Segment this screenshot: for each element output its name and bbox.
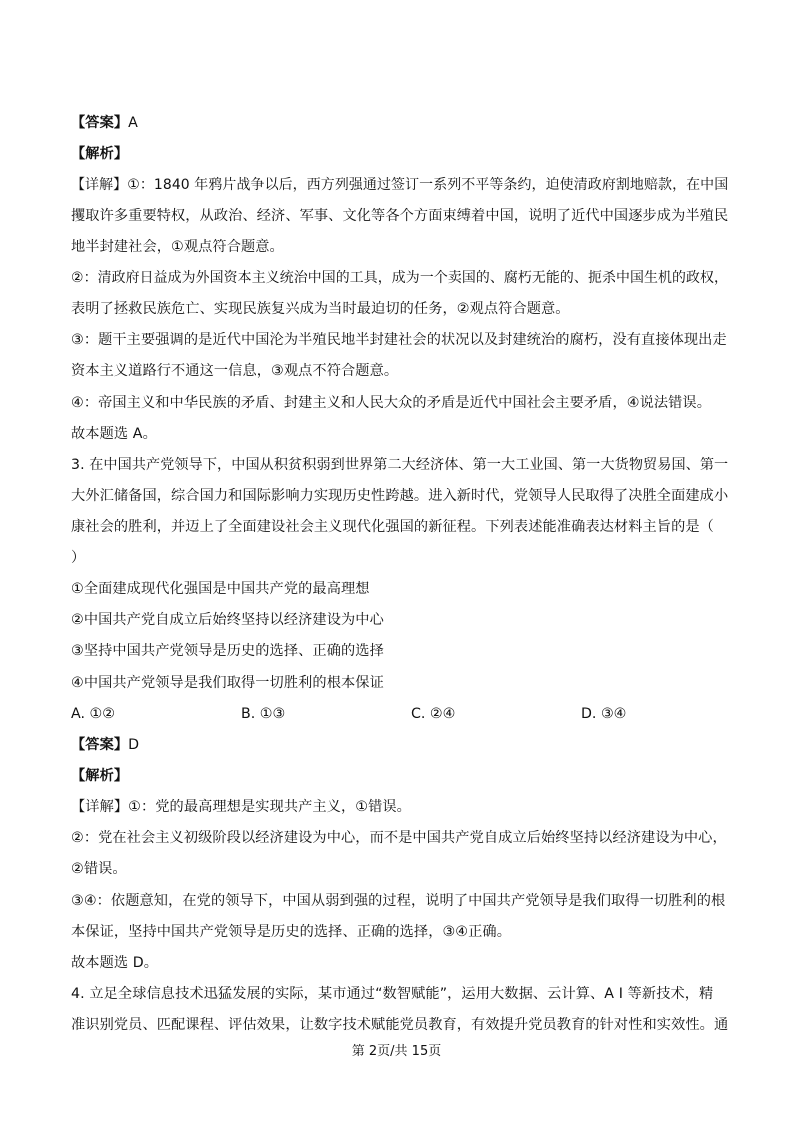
answer-tag: 【答案】 bbox=[71, 737, 129, 753]
question-stem-line: 4. 立足全球信息技术迅猛发展的实际，某市通过“数智赋能”，运用大数据、云计算、A I 等新技术，精 bbox=[71, 986, 714, 1002]
statement-item: ③坚持中国共产党领导是历史的选择、正确的选择 bbox=[71, 643, 384, 659]
option-d: D. ③④ bbox=[581, 706, 627, 722]
detail-text: ①：党的最高理想是实现共产主义，①错误。 bbox=[128, 799, 411, 815]
statement-item: ④中国共产党领导是我们取得一切胜利的根本保证 bbox=[71, 675, 384, 691]
option-a: A. ①② bbox=[71, 706, 115, 722]
statement-item: ②中国共产党自成立后始终坚持以经济建设为中心 bbox=[71, 612, 384, 628]
answer-tag: 【答案】 bbox=[71, 115, 129, 131]
answer-line bbox=[71, 735, 139, 755]
detail-line: ③：题干主要强调的是近代中国沦为半殖民地半封建社会的状况以及封建统治的腐朽，没有直接体现出走 bbox=[71, 332, 727, 348]
option-b: B. ①③ bbox=[241, 706, 286, 722]
detail-line: 表明了拯救民族危亡、实现民族复兴成为当时最迫切的任务，②观点符合题意。 bbox=[71, 301, 570, 317]
question-stem-line: ） bbox=[71, 550, 86, 566]
detail-line: 本保证，坚持中国共产党领导是历史的选择、正确的选择，③④正确。 bbox=[71, 924, 511, 940]
analysis-tag: 【解析】 bbox=[71, 146, 129, 162]
option-c: C. ②④ bbox=[411, 706, 456, 722]
detail-line: 地半封建社会，①观点符合题意。 bbox=[71, 239, 284, 255]
conclusion-line: 故本题选 D。 bbox=[71, 955, 159, 971]
detail-text: ①：1840 年鸦片战争以后，西方列强通过签订一系列不平等条约，迫使清政府割地赔款，在中国 bbox=[127, 177, 729, 193]
analysis-tag: 【解析】 bbox=[71, 768, 129, 784]
detail-tag: 【详解】 bbox=[71, 799, 129, 815]
detail-line: 资本主义道路行不通这一信息，③观点不符合题意。 bbox=[71, 363, 399, 379]
conclusion-line: 故本题选 A。 bbox=[71, 426, 157, 442]
statement-item: ①全面建成现代化强国是中国共产党的最高理想 bbox=[71, 581, 370, 597]
question-stem-line: 康社会的胜利，并迈上了全面建设社会主义现代化强国的新征程。下列表述能准确表达材料主旨的是（ bbox=[71, 519, 714, 535]
question-stem-line: 大外汇储备国，综合国力和国际影响力实现历史性跨越。进入新时代，党领导人民取得了决胜全面建成小 bbox=[71, 488, 729, 504]
answer-value: D bbox=[128, 737, 140, 753]
detail-line bbox=[71, 175, 728, 195]
question-stem-line: 准识别党员、匹配课程、评估效果，让数字技术赋能党员教育，有效提升党员教育的针对性和实效性。通 bbox=[71, 1017, 729, 1033]
answer-line bbox=[71, 113, 138, 133]
question-stem-line: 3. 在中国共产党领导下，中国从积贫积弱到世界第二大经济体、第一大工业国、第一大货物贸易国、第一 bbox=[71, 457, 729, 473]
detail-line bbox=[71, 797, 411, 817]
detail-line: ②错误。 bbox=[71, 861, 127, 877]
detail-line: ④：帝国主义和中华民族的矛盾、封建主义和人民大众的矛盾是近代中国社会主要矛盾，④说法错误。 bbox=[71, 395, 712, 411]
detail-line: ③④：依题意知，在党的领导下，中国从弱到强的过程，说明了中国共产党领导是我们取得一切胜利的根 bbox=[71, 893, 726, 909]
detail-tag: 【详解】 bbox=[71, 177, 128, 193]
answer-value: A bbox=[128, 115, 138, 131]
detail-line: ②：党在社会主义初级阶段以经济建设为中心，而不是中国共产党自成立后始终坚持以经济建设为中心， bbox=[71, 830, 727, 846]
detail-line: ②：清政府日益成为外国资本主义统治中国的工具，成为一个卖国的、腐朽无能的、扼杀中国生机的政权， bbox=[71, 270, 729, 286]
page-number: 第 2页/共 15页 bbox=[351, 1044, 442, 1059]
detail-line: 攫取许多重要特权，从政治、经济、军事、文化等各个方面束缚着中国，说明了近代中国逐步成为半殖民 bbox=[71, 208, 729, 224]
